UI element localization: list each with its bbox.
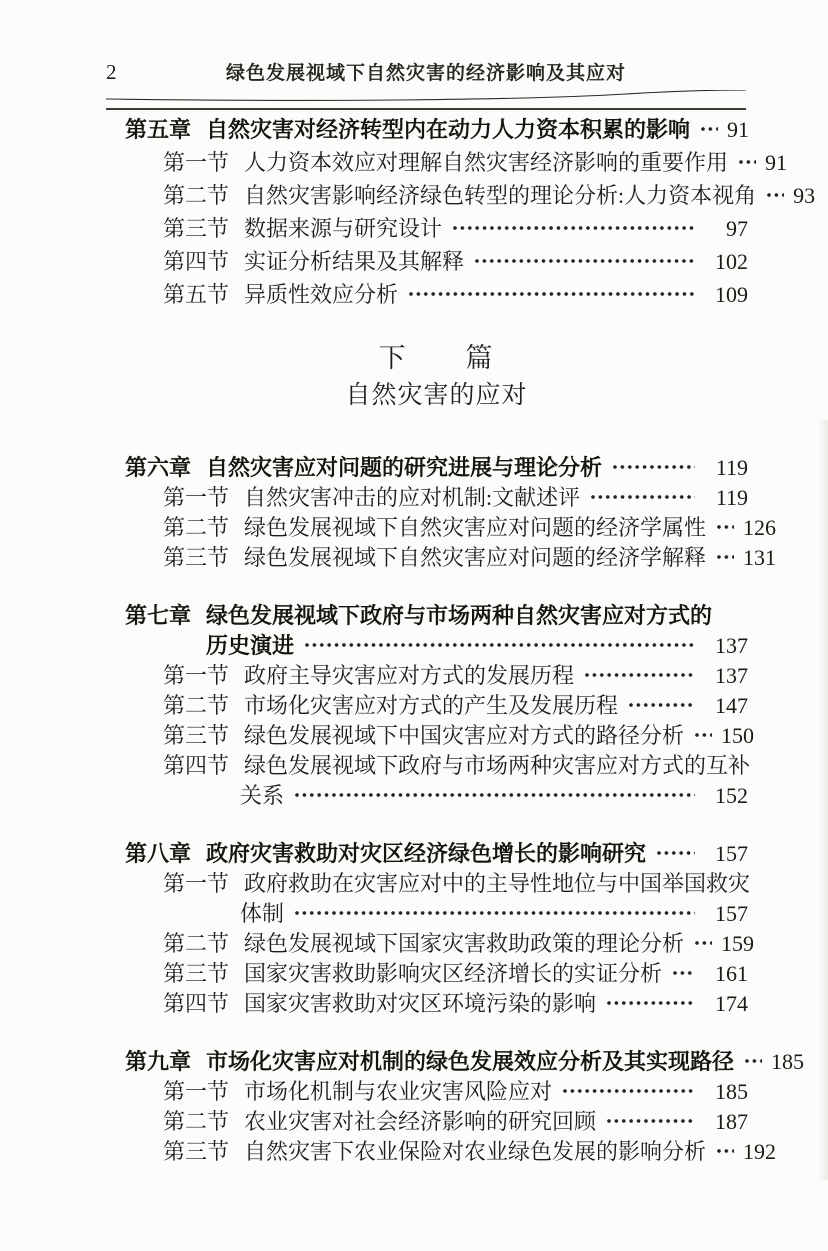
toc-row [125, 1137, 777, 1167]
page-ref: 159 [721, 931, 755, 956]
entry-label: 第二节 [163, 931, 230, 956]
dot-leader [694, 728, 712, 742]
entry-title: 市场化灾害应对机制的绿色发展效应分析及其实现路径 [206, 1049, 735, 1074]
entry-label: 第三节 [163, 1139, 230, 1164]
entry-title: 市场化机制与农业灾害风险应对 [244, 1079, 553, 1104]
page-ref: 185 [771, 1049, 805, 1074]
toc-block [125, 1047, 805, 1167]
page-ref: 109 [715, 282, 748, 307]
page-ref: 150 [721, 723, 755, 748]
entry-label: 第四节 [163, 753, 230, 778]
entry-title: 自然灾害对经济转型内在动力人力资本积累的影响 [206, 117, 691, 142]
toc-row [125, 989, 748, 1019]
scan-edge-shadow [818, 420, 828, 1180]
toc-row [125, 721, 755, 751]
entry-label: 第二节 [163, 183, 230, 208]
page-ref: 152 [715, 783, 748, 808]
toc-row [125, 212, 748, 245]
dot-leader [606, 1114, 695, 1128]
dot-leader [716, 550, 734, 564]
page-ref: 137 [715, 633, 748, 658]
entry-title: 数据来源与研究设计 [244, 216, 443, 241]
toc-row [125, 1047, 805, 1077]
entry-title: 政府灾害救助对灾区经济绿色增长的影响研究 [206, 841, 647, 866]
toc-row [125, 751, 751, 781]
entry-title: 农业灾害对社会经济影响的研究回顾 [244, 1109, 597, 1134]
entry-label: 第九章 [125, 1049, 192, 1074]
dot-leader [408, 287, 695, 301]
page-ref: 119 [715, 485, 748, 510]
entry-title: 人力资本效应对理解自然灾害经济影响的重要作用 [244, 150, 729, 175]
part-heading [125, 339, 748, 415]
toc-row [125, 453, 748, 483]
page-ref: 91 [765, 150, 788, 175]
toc-row [125, 513, 777, 543]
entry-label: 第四节 [163, 249, 230, 274]
entry-title: 异质性效应分析 [244, 282, 399, 307]
toc-row [125, 1107, 748, 1137]
entry-label: 第五节 [163, 282, 230, 307]
entry-title: 政府主导灾害应对方式的发展历程 [244, 663, 575, 688]
toc-row [125, 245, 748, 278]
toc-row [125, 959, 748, 989]
entry-title: 绿色发展视域下自然灾害应对问题的经济学属性 [244, 515, 707, 540]
entry-title: 关系 [240, 783, 285, 808]
dot-leader [672, 966, 695, 980]
page-ref: 91 [727, 117, 750, 142]
entry-title: 政府救助在灾害应对中的主导性地位与中国举国救灾 [244, 871, 751, 896]
dot-leader [590, 490, 695, 504]
toc-row [125, 781, 748, 811]
entry-title: 自然灾害影响经济绿色转型的理论分析:人力资本视角 [244, 183, 757, 208]
page-ref: 131 [743, 545, 777, 570]
entry-label: 第二节 [163, 1109, 230, 1134]
entry-title: 绿色发展视域下政府与市场两种自然灾害应对方式的 [206, 603, 713, 628]
entry-title: 自然灾害下农业保险对农业绿色发展的影响分析 [244, 1139, 707, 1164]
table-of-contents [125, 113, 816, 1195]
page-ref: 137 [715, 663, 748, 688]
entry-title: 国家灾害救助对灾区环境污染的影响 [244, 991, 597, 1016]
entry-label: 第一节 [163, 1079, 230, 1104]
toc-block [125, 839, 755, 1019]
toc-row [125, 543, 777, 573]
entry-label: 第三节 [163, 545, 230, 570]
entry-label: 第六章 [125, 455, 192, 480]
page-ref: 187 [715, 1109, 748, 1134]
dot-leader [700, 122, 718, 136]
page-ref: 192 [743, 1139, 777, 1164]
entry-title: 历史演进 [206, 633, 295, 658]
toc-row [125, 483, 748, 513]
dot-leader [716, 520, 734, 534]
entry-label: 第四节 [163, 991, 230, 1016]
entry-label: 第一节 [163, 871, 230, 896]
toc-row [125, 631, 748, 661]
toc-row [125, 839, 748, 869]
toc-row [125, 278, 748, 311]
dot-leader [452, 221, 695, 235]
page-ref: 126 [743, 515, 777, 540]
entry-label: 第一节 [163, 150, 230, 175]
entry-label: 第三节 [163, 723, 230, 748]
entry-label: 第三节 [163, 216, 230, 241]
page-header [106, 58, 746, 112]
dot-leader [304, 638, 695, 652]
running-head-row [106, 58, 746, 88]
dot-leader [628, 698, 695, 712]
dot-leader [474, 254, 695, 268]
entry-title: 绿色发展视域下自然灾害应对问题的经济学解释 [244, 545, 707, 570]
toc-row [125, 661, 748, 691]
toc-row [125, 1077, 748, 1107]
page-ref: 161 [715, 961, 748, 986]
toc-row [125, 899, 748, 929]
toc-block [125, 601, 755, 811]
toc-row [125, 146, 788, 179]
dot-leader [716, 1144, 734, 1158]
toc-block [125, 113, 816, 311]
toc-row [125, 601, 748, 631]
entry-title: 自然灾害冲击的应对机制:文献述评 [244, 485, 581, 510]
page-ref: 157 [715, 901, 748, 926]
toc-row [125, 179, 816, 212]
entry-label: 第八章 [125, 841, 192, 866]
part-title: 自然灾害的应对 [345, 382, 528, 409]
dot-leader [562, 1084, 695, 1098]
entry-label: 第七章 [125, 603, 192, 628]
toc-row [125, 929, 755, 959]
entry-title: 绿色发展视域下中国灾害应对方式的路径分析 [244, 723, 685, 748]
dot-leader [612, 460, 695, 474]
dot-leader [584, 668, 695, 682]
entry-label: 第一节 [163, 663, 230, 688]
page-ref: 174 [715, 991, 748, 1016]
toc-row [125, 869, 751, 899]
page-ref: 185 [715, 1079, 748, 1104]
header-rules [106, 90, 746, 112]
entry-title: 自然灾害应对问题的研究进展与理论分析 [206, 455, 603, 480]
page-ref: 102 [715, 249, 748, 274]
dot-leader [744, 1054, 762, 1068]
entry-label: 第一节 [163, 485, 230, 510]
dot-leader [694, 936, 712, 950]
entry-title: 绿色发展视域下政府与市场两种灾害应对方式的互补 [244, 753, 751, 778]
dot-leader [294, 906, 695, 920]
entry-label: 第五章 [125, 117, 192, 142]
entry-title: 市场化灾害应对方式的产生及发展历程 [244, 693, 619, 718]
dot-leader [738, 155, 756, 169]
entry-title: 体制 [240, 901, 285, 926]
dot-leader [606, 996, 695, 1010]
entry-label: 第二节 [163, 693, 230, 718]
page-ref: 147 [715, 693, 748, 718]
entry-title: 绿色发展视域下国家灾害救助政策的理论分析 [244, 931, 685, 956]
part-label: 下 篇 [378, 343, 495, 373]
entry-label: 第二节 [163, 515, 230, 540]
page-number: 2 [106, 60, 117, 84]
dot-leader [766, 188, 784, 202]
toc-row [125, 691, 748, 721]
dot-leader [656, 846, 695, 860]
entry-label: 第三节 [163, 961, 230, 986]
running-head: 绿色发展视域下自然灾害的经济影响及其应对 [225, 63, 626, 84]
entry-title: 实证分析结果及其解释 [244, 249, 465, 274]
entry-title: 国家灾害救助影响灾区经济增长的实证分析 [244, 961, 663, 986]
toc-block [125, 453, 777, 573]
toc-row [125, 113, 748, 146]
page-ref: 97 [726, 216, 748, 241]
page-ref: 157 [715, 841, 748, 866]
page-ref: 93 [793, 183, 816, 208]
dot-leader [294, 788, 695, 802]
page-ref: 119 [715, 455, 748, 480]
